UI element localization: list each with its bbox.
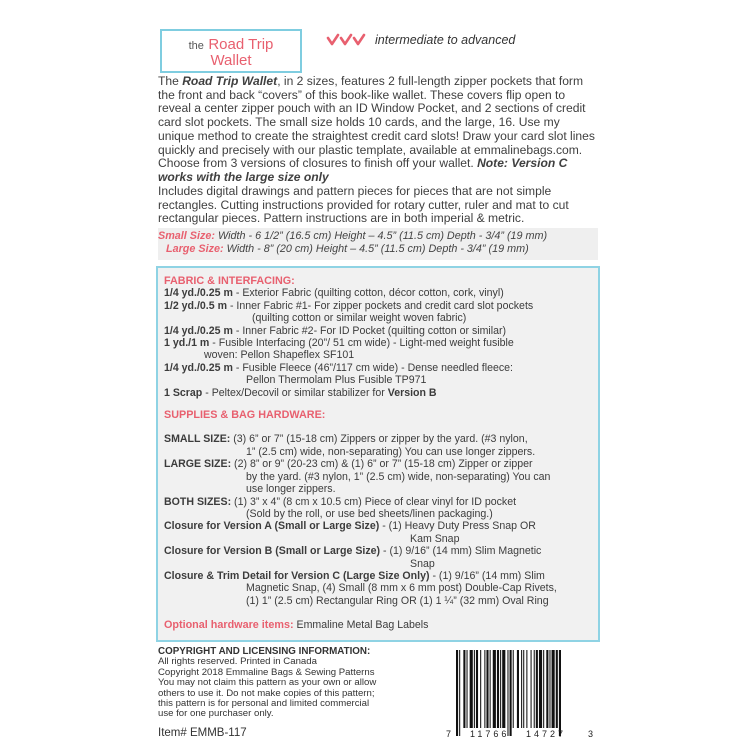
title-box xyxy=(160,29,302,73)
closure-c-cont: (1) 1” (2.5 cm) Rectangular Ring OR (1) 1 ¼” (32 mm) Oval Ring xyxy=(246,594,549,607)
barcode-digit-first: 7 xyxy=(446,729,452,739)
title-line-1 xyxy=(162,37,300,53)
fabric-item-cont: (quilting cotton or similar weight woven fabric) xyxy=(252,312,467,325)
skill-level-text: intermediate to advanced xyxy=(375,33,516,47)
barcode-bar xyxy=(502,650,505,728)
includes-paragraph: Includes digital drawings and pattern pieces for pieces that are not simple rectangles. Cutting instructions provided for rotary cutter, ruler and mat to cut rectangular pieces. Pattern instructions are in both imperial & metric. xyxy=(158,184,569,226)
closure-c-cont: Magnetic Snap, (4) Small (8 mm x 6 mm post) Double-Cap Rivets, xyxy=(246,582,557,595)
supplies-heading: SUPPLIES & BAG HARDWARE: xyxy=(164,409,326,422)
closure-a-cont: Kam Snap xyxy=(410,532,460,545)
closure-c: Closure & Trim Detail for Version C (Large Size Only) - (1) 9/16” (14 mm) Slim xyxy=(164,569,545,582)
barcode-bar xyxy=(526,650,527,728)
barcode-bar xyxy=(523,650,524,728)
barcode-bar xyxy=(559,650,561,736)
title-the: the xyxy=(188,40,204,52)
materials-box xyxy=(156,266,600,642)
barcode-bar xyxy=(549,650,550,728)
closure-b-cont: Snap xyxy=(410,557,435,570)
copyright-line: All rights reserved. Printed in Canada xyxy=(158,656,317,668)
barcode-bar xyxy=(513,650,514,728)
intro-prefix: The xyxy=(158,74,183,88)
closure-b: Closure for Version B (Small or Large Size) - (1) 9/16” (14 mm) Slim Magnetic xyxy=(164,545,542,558)
small-size-supplies-cont: 1” (2.5 cm) wide, non-separating) You can use longer zippers. xyxy=(246,445,536,458)
copyright-line: this pattern is for personal and limited commercial xyxy=(158,698,370,710)
copyright-heading: COPYRIGHT AND LICENSING INFORMATION: xyxy=(158,646,371,657)
optional-hardware: Optional hardware items: Emmaline Metal Bag Labels xyxy=(164,619,429,632)
intro-product-name: Road Trip Wallet xyxy=(182,74,278,88)
barcode-bar xyxy=(486,650,488,728)
item-number: Item# EMMB-117 xyxy=(158,727,247,739)
copyright-line: use for one purchaser only. xyxy=(158,708,274,720)
barcode-bar xyxy=(474,650,475,728)
barcode-bar xyxy=(456,650,458,736)
size-dimensions xyxy=(158,228,598,260)
barcode-bar xyxy=(459,650,460,736)
copyright-line: You may not claim this pattern as your own or allow xyxy=(158,677,377,689)
barcode-digit-last: 3 xyxy=(588,729,594,739)
title-wallet: Wallet xyxy=(210,52,252,69)
large-size-row xyxy=(158,243,598,256)
barcode-bar xyxy=(463,650,465,728)
barcode-bar xyxy=(490,650,491,728)
barcode-bar xyxy=(480,650,481,728)
skill-checkmarks-icon xyxy=(326,32,370,48)
barcode-bar xyxy=(546,650,548,728)
fabric-item: 1/4 yd./0.25 m - Inner Fabric #2- For ID Pocket (quilting cotton or similar) xyxy=(164,324,507,337)
large-size-value: Width - 8” (20 cm) Height – 4.5” (11.5 cm) Depth - 3/4” (19 mm) xyxy=(223,243,529,255)
barcode-bar xyxy=(534,650,535,728)
barcode-bar xyxy=(543,650,544,728)
small-size-supplies: SMALL SIZE: (3) 6” or 7” (15-18 cm) Zippers or zipper by the yard. (#3 nylon, xyxy=(164,433,528,446)
intro-paragraph xyxy=(158,75,598,185)
fabric-item-cont: Pellon Thermolam Plus Fusible TP971 xyxy=(246,374,427,387)
large-size-supplies-cont: use longer zippers. xyxy=(246,483,336,496)
fabric-item: 1/4 yd./0.25 m - Fusible Fleece (46”/117 cm wide) - Dense needled fleece: xyxy=(164,361,513,374)
copyright-block xyxy=(158,647,440,720)
barcode-bar xyxy=(493,650,496,728)
closure-a: Closure for Version A (Small or Large Size) - (1) Heavy Duty Press Snap OR xyxy=(164,520,536,533)
barcode-bar xyxy=(467,650,468,728)
barcode-bar xyxy=(470,650,473,728)
barcode-bar xyxy=(556,650,558,728)
skill-level xyxy=(326,32,515,48)
title-road-trip: Road Trip xyxy=(208,36,274,53)
barcode-bar xyxy=(484,650,485,728)
fabric-item: 1 yd./1 m - Fusible Interfacing (20”/ 51 cm wide) - Light-med weight fusible xyxy=(164,337,514,350)
fabric-item: 1 Scrap - Peltex/Decovil or similar stabilizer for Version B xyxy=(164,386,437,399)
barcode-bar xyxy=(552,650,555,728)
barcode-bar xyxy=(510,650,512,736)
barcode-bar xyxy=(500,650,501,728)
fabric-heading: FABRIC & INTERFACING: xyxy=(164,275,295,287)
pattern-back-cover xyxy=(150,0,600,750)
both-sizes-supplies-cont: (Sold by the roll, or use bed sheets/linen packaging.) xyxy=(246,507,493,520)
barcode-bar xyxy=(497,650,499,728)
barcode-bar xyxy=(531,650,532,728)
intro-body: , in 2 sizes, features 2 full-length zipper pockets that form the front and back “covers” of this book-like wallet. These covers flip open to reveal a center zipper pouch with an ID Window Pocket, and 2 sections of credit card slot pockets. The small size holds 10 cards, and the large, 16. Use my unique method to create the straightest credit card slots! Draw your card slot lines quickly and precisely with our plastic template, available at emmalinebags.com. Choose from 3 versions of closures to finish off your wallet. xyxy=(158,74,595,171)
barcode-bar xyxy=(536,650,538,728)
fabric-item: 1/2 yd./0.5 m - Inner Fabric #1- For zipper pockets and credit card slot pockets xyxy=(164,299,534,312)
intro-note: Note: Version C works with the large size only xyxy=(158,156,568,184)
barcode-bars xyxy=(446,648,596,742)
fabric-item: 1/4 yd./0.25 m - Exterior Fabric (quilting cotton, décor cotton, cork, vinyl) xyxy=(164,287,504,300)
barcode-bar xyxy=(539,650,542,728)
large-size-supplies: LARGE SIZE: (2) 8” or 9” (20-23 cm) & (1) 6” or 7” (15-18 cm) Zipper or zipper xyxy=(164,458,533,471)
barcode-bar xyxy=(521,650,522,728)
barcode-digits-left: 11766 xyxy=(470,729,510,739)
large-size-supplies-cont: by the yard. (#3 nylon, 1” (2.5 cm) wide, non-separating) You can xyxy=(246,470,551,483)
large-size-label: Large Size: xyxy=(166,243,224,255)
copyright-line: Copyright 2018 Emmaline Bags & Sewing Patterns xyxy=(158,666,375,678)
barcode-bar xyxy=(507,650,508,736)
barcode-bar xyxy=(476,650,478,728)
barcode-digits-right: 14727 xyxy=(526,729,567,739)
fabric-item-cont: woven: Pellon Shapeflex SF101 xyxy=(204,349,355,362)
small-size-row xyxy=(158,230,598,243)
small-size-label: Small Size: xyxy=(158,230,216,242)
copyright-line: others to use it. Do not make copies of this pattern; xyxy=(158,687,375,699)
upc-barcode xyxy=(446,648,596,742)
barcode-bar xyxy=(517,650,519,728)
small-size-value: Width - 6 1/2” (16.5 cm) Height – 4.5” (11.5 cm) Depth - 3/4” (19 mm) xyxy=(215,230,548,242)
both-sizes-supplies: BOTH SIZES: (1) 3” x 4” (8 cm x 10.5 cm) Piece of clear vinyl for ID pocket xyxy=(164,495,517,508)
